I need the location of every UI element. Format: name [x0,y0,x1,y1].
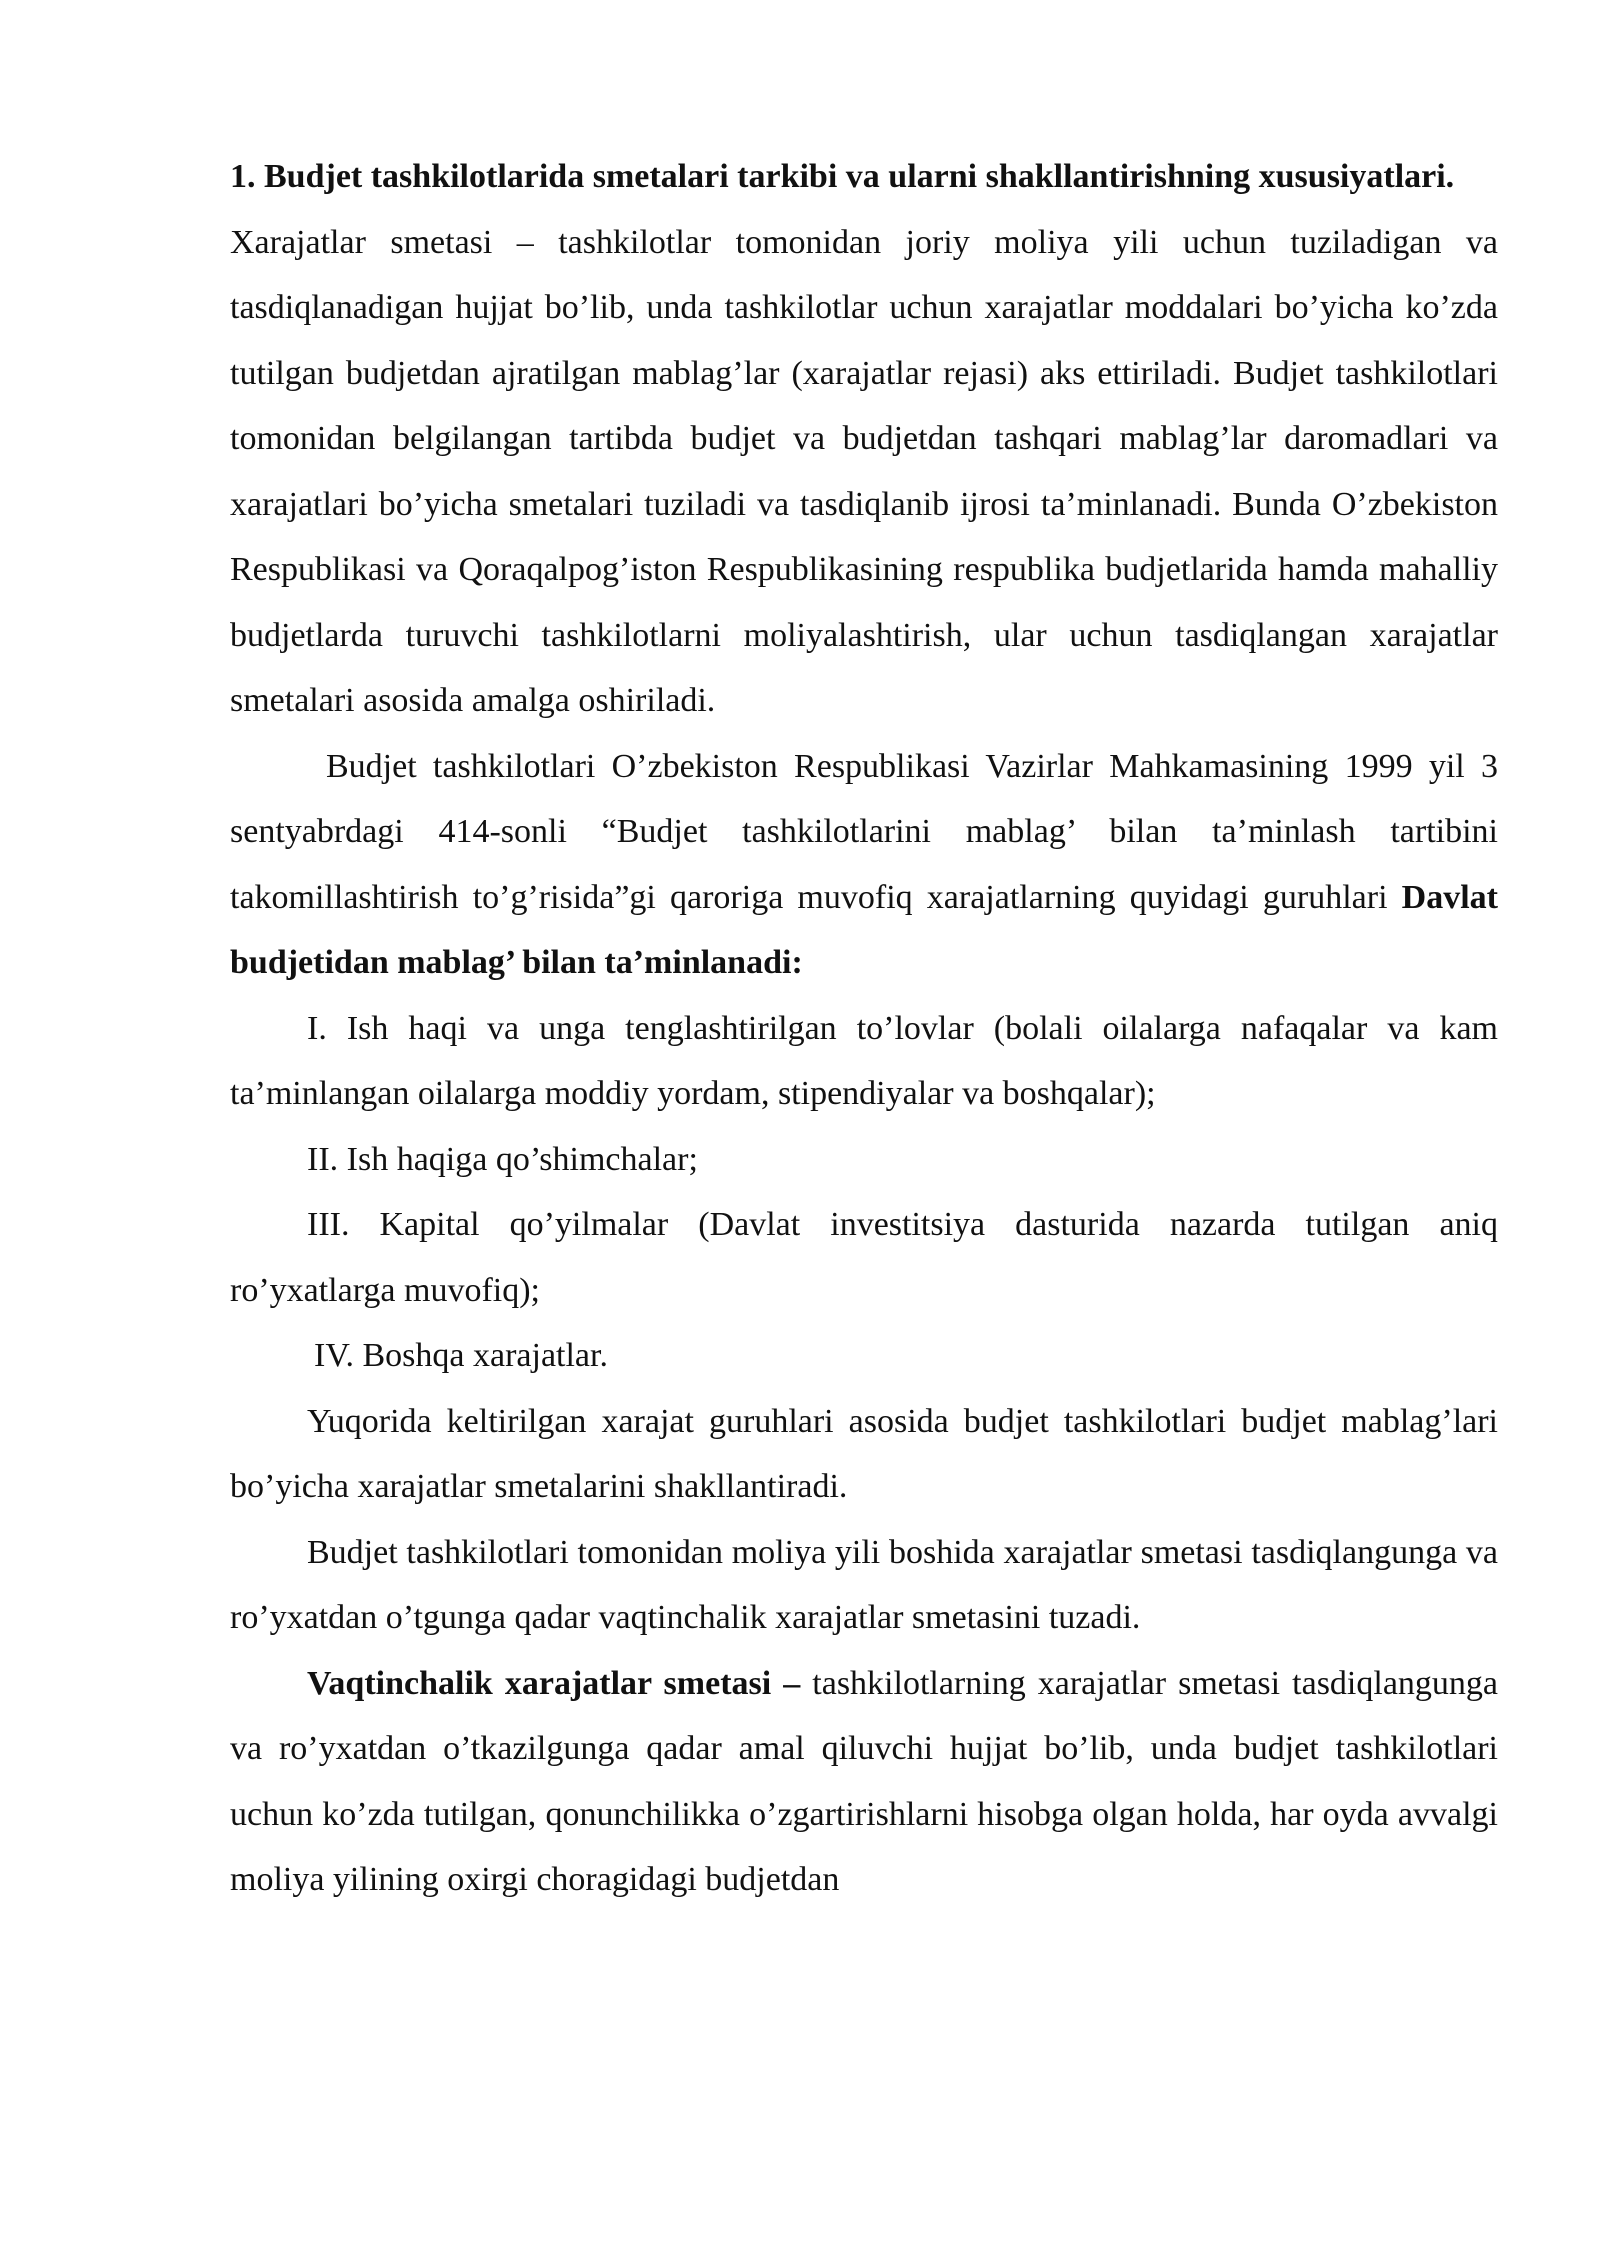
list-item-3: III. Kapital qo’yilmalar (Davlat investitsiya dasturida nazarda tutilgan aniq ro’yxatlarga muvofiq); [230,1206,1498,1309]
document-page [230,144,1498,1913]
paragraph-expense-groups: Yuqorida keltirilgan xarajat guruhlari asosida budjet tashkilotlari budjet mablag’lari bo’yicha xarajatlar smetalarini shakllantiradi. [230,1402,1498,1505]
list-item-1: I. Ish haqi va unga tenglashtirilgan to’lovlar (bolali oilalarga nafaqalar va kam ta’minlangan oilalarga moddiy yordam, stipendiyalar va boshqalar); [230,1009,1498,1112]
paragraph-resolution-text: Budjet tashkilotlari O’zbekiston Respublikasi Vazirlar Mahkamasining 1999 yil 3 sentyabrdagi 414-sonli “Budjet tashkilotlarini mablag’ bilan ta’minlash tartibini takomillashtirish to’g’risida”gi qaroriga muvofiq xarajatlarning quyidagi guruhlari [230,747,1498,916]
temporary-smeta-term: Vaqtinchalik xarajatlar smetasi – [307,1664,801,1702]
list-item-2: II. Ish haqiga qo’shimchalar; [307,1140,698,1178]
section-title: 1. Budjet tashkilotlarida smetalari tarkibi va ularni shakllantirishning xususiyatlari. [230,158,1455,195]
paragraph-temporary-smeta: Budjet tashkilotlari tomonidan moliya yili boshida xarajatlar smetasi tasdiqlangunga va ro’yxatdan o’tgunga qadar vaqtinchalik xarajatlar smetasini tuzadi. [230,1533,1498,1636]
paragraph-resolution [230,734,1498,996]
list-item-4: IV. Boshqa xarajatlar. [314,1337,608,1374]
paragraph-resolution-bold: Davlat budjetidan mablag’ bilan ta’minlanadi: [230,878,1498,981]
paragraph-smeta-definition: Xarajatlar smetasi – tashkilotlar tomonidan joriy moliya yili uchun tuziladigan va tasdiqlanadigan hujjat bo’lib, unda tashkilotlar uchun xarajatlar moddalari bo’yicha ko’zda tutilgan budjetdan ajratilgan mablag’lar (xarajatlar rejasi) aks ettiriladi. Budjet tashkilotlari tomonidan belgilangan tartibda budjet va budjetdan tashqari mablag’lar daromadlari va xarajatlari bo’yicha smetalari tuziladi va tasdiqlanib ijrosi ta’minlanadi. Bunda O’zbekiston Respublikasi va Qoraqalpog’iston Respublikasining respublika budjetlarida hamda mahalliy budjetlarda turuvchi tashkilotlarni moliyalashtirish, ular uchun tasdiqlangan xarajatlar smetalari asosida amalga oshiriladi. [230,223,1498,719]
paragraph-temporary-definition [230,1651,1498,1913]
temporary-smeta-text: tashkilotlarning xarajatlar smetasi tasdiqlangunga va ro’yxatdan o’tkazilgunga qadar amal qiluvchi hujjat bo’lib, unda budjet tashkilotlari uchun ko’zda tutilgan, qonunchilikka o’zgartirishlarni hisobga olgan holda, har oyda avvalgi moliya yilining oxirgi choragidagi budjetdan [230,1664,1498,1898]
